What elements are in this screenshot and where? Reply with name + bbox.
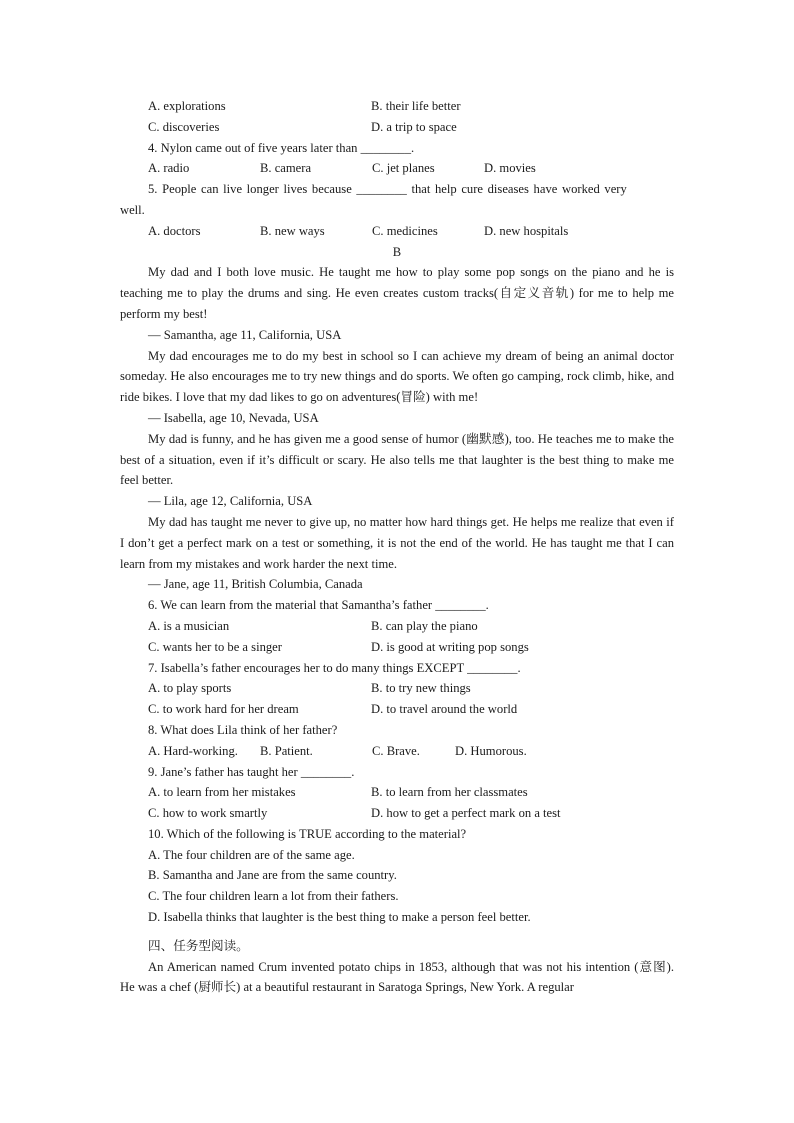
option: D. Humorous. xyxy=(455,743,527,758)
q4-options xyxy=(120,158,674,179)
q6-stem: 6. We can learn from the material that Samantha’s father ________. xyxy=(148,598,489,613)
option: A. to learn from her mistakes xyxy=(148,785,296,800)
option: D. movies xyxy=(484,161,536,176)
q7-options-row-2 xyxy=(120,699,674,720)
section-paragraph: An American named Crum invented potato chips in 1853, although that was not his intention (意图). He was a chef (厨师长) at a beautiful restaurant in Saratoga Springs, New York. A regular xyxy=(120,959,674,995)
q3-options-row-1 xyxy=(120,96,674,117)
signature: — Samantha, age 11, California, USA xyxy=(148,327,342,342)
option: A. is a musician xyxy=(148,618,230,633)
option: B. can play the piano xyxy=(371,618,478,633)
q4-stem: 4. Nylon came out of five years later than ________. xyxy=(148,140,415,155)
worksheet-page xyxy=(120,96,674,998)
signature: — Lila, age 12, California, USA xyxy=(148,494,313,509)
q3-options-row-2 xyxy=(120,117,674,138)
q10-stem: 10. Which of the following is TRUE according to the material? xyxy=(148,826,467,841)
q9-stem: 9. Jane’s father has taught her ________. xyxy=(148,764,355,779)
q7-options-row-1 xyxy=(120,678,674,699)
option: D. a trip to space xyxy=(371,119,457,134)
option: B. new ways xyxy=(260,223,325,238)
q8-stem: 8. What does Lila think of her father? xyxy=(148,722,338,737)
option: B. to try new things xyxy=(371,681,471,696)
passage-heading: B xyxy=(392,244,402,259)
option: A. radio xyxy=(148,161,190,176)
passage-paragraph: My dad is funny, and he has given me a good sense of humor (幽默感), too. He teaches me to make the best of a situation, even if it’s difficult or scary. He also tells me that laughter is the best thing to make me feel better. xyxy=(120,431,674,488)
q5-stem-cont: well. xyxy=(120,202,145,217)
option: D. to travel around the world xyxy=(371,702,518,717)
option: C. Brave. xyxy=(372,743,420,758)
option: B. Patient. xyxy=(260,743,313,758)
q5-stem: 5. People can live longer lives because ________ that help cure diseases have worked very xyxy=(148,182,627,197)
q5-options xyxy=(120,221,674,242)
passage-paragraph: My dad and I both love music. He taught me how to play some pop songs on the piano and he is teaching me to play the drums and sing. He even creates custom tracks(自定义音轨) for me to help me perform my best! xyxy=(120,265,674,321)
option: B. camera xyxy=(260,161,312,176)
option: B. to learn from her classmates xyxy=(371,785,528,800)
signature: — Jane, age 11, British Columbia, Canada xyxy=(148,577,363,592)
option: A. Hard-working. xyxy=(148,743,238,758)
option: A. doctors xyxy=(148,223,201,238)
passage-paragraph: My dad has taught me never to give up, no matter how hard things get. He helps me realize that even if I don’t get a perfect mark on a test or something, it is not the end of the world. He has taught me that I can learn from my mistakes and work harder the next time. xyxy=(120,514,674,571)
option: D. Isabella thinks that laughter is the best thing to make a person feel better. xyxy=(148,910,531,925)
option: C. medicines xyxy=(372,223,438,238)
option: C. how to work smartly xyxy=(148,806,268,821)
q9-options-row-1 xyxy=(120,782,674,803)
option: B. Samantha and Jane are from the same country. xyxy=(148,868,397,883)
option: A. The four children are of the same age. xyxy=(148,847,355,862)
option: C. wants her to be a singer xyxy=(148,639,282,654)
option: A. explorations xyxy=(148,99,226,113)
q8-options xyxy=(120,741,674,762)
q6-options-row-2 xyxy=(120,637,674,658)
section-title: 四、任务型阅读。 xyxy=(148,937,249,953)
q6-options-row-1 xyxy=(120,616,674,637)
option: D. how to get a perfect mark on a test xyxy=(371,806,561,821)
passage-paragraph: My dad encourages me to do my best in school so I can achieve my dream of being an animal doctor someday. He also encourages me to try new things and do sports. We often go camping, rock climb, hike, and ride bikes. I love that my dad likes to go on adventures(冒险) with me! xyxy=(120,348,674,405)
option: A. to play sports xyxy=(148,681,232,696)
option: D. new hospitals xyxy=(484,223,569,238)
option: B. their life better xyxy=(371,99,461,113)
option: C. jet planes xyxy=(372,161,435,176)
option: C. discoveries xyxy=(148,119,220,134)
signature: — Isabella, age 10, Nevada, USA xyxy=(148,410,319,425)
q7-stem: 7. Isabella’s father encourages her to do many things EXCEPT ________. xyxy=(148,660,521,675)
q9-options-row-2 xyxy=(120,803,674,824)
option: C. to work hard for her dream xyxy=(148,702,299,717)
option: C. The four children learn a lot from their fathers. xyxy=(148,889,399,904)
option: D. is good at writing pop songs xyxy=(371,639,529,654)
